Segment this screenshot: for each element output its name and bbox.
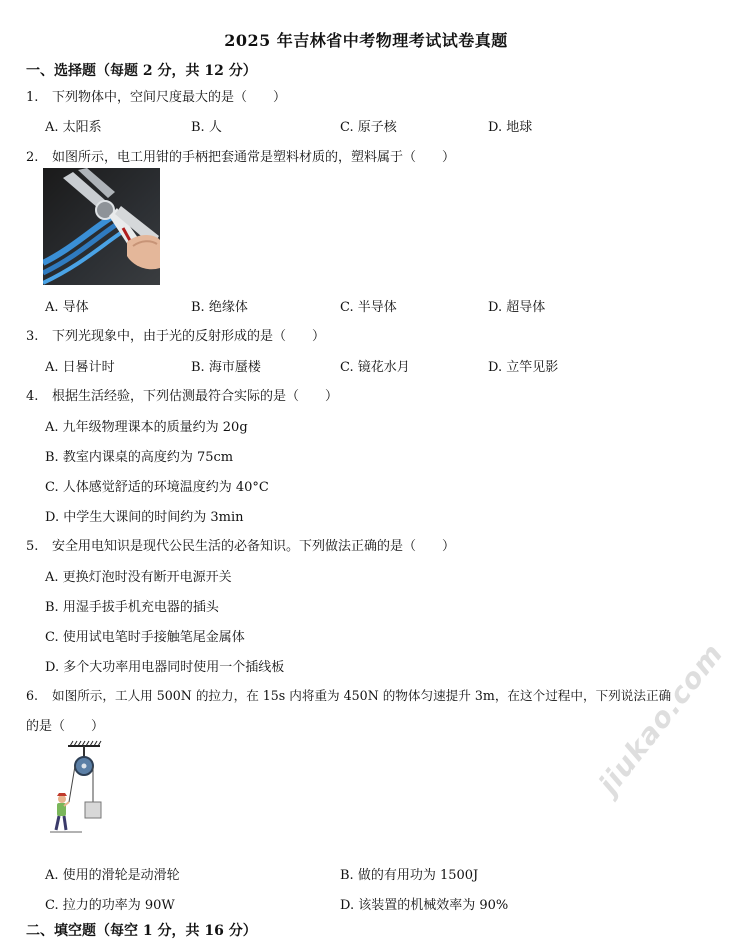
question-text: 安全用电知识是现代公民生活的必备知识。下列做法正确的是（ ） — [52, 539, 456, 554]
option-b: B. 做的有用功为 1500J — [340, 868, 479, 883]
option-d: D. 超导体 — [488, 300, 546, 315]
page-title: 2025 年吉林省中考物理考试试卷真题 — [224, 31, 508, 50]
option-a: A. 日晷计时 — [45, 360, 115, 375]
pliers-illustration — [43, 168, 160, 285]
option-c: C. 镜花水月 — [340, 360, 410, 375]
question-3 — [26, 325, 325, 344]
question-text: 下列物体中，空间尺度最大的是（ ） — [52, 90, 287, 105]
option-c: C. 原子核 — [340, 120, 397, 135]
option-c: C. 半导体 — [340, 300, 397, 315]
option-a: A. 太阳系 — [45, 120, 102, 135]
option-c: C. 使用试电笔时手接触笔尾金属体 — [45, 630, 245, 645]
question-5 — [26, 535, 455, 554]
question-text: 根据生活经验，下列估测最符合实际的是（ ） — [52, 389, 339, 404]
option-b: B. 用湿手拔手机充电器的插头 — [45, 600, 219, 615]
option-d: D. 地球 — [488, 120, 533, 135]
option-a: A. 更换灯泡时没有断开电源开关 — [45, 570, 232, 585]
question-2 — [26, 146, 455, 165]
question-number: 3. — [26, 329, 39, 344]
option-b: B. 海市蜃楼 — [191, 360, 261, 375]
question-number: 4. — [26, 389, 39, 404]
question-6 — [26, 685, 671, 704]
option-d: D. 立竿见影 — [488, 360, 559, 375]
section-heading-choice: 一、选择题（每题 2 分，共 12 分） — [26, 63, 257, 79]
option-a: A. 导体 — [45, 300, 89, 315]
question-text: 下列光现象中，由于光的反射形成的是（ ） — [52, 329, 326, 344]
option-c: C. 拉力的功率为 90W — [45, 898, 175, 913]
question-text: 如图所示，工人用 500N 的拉力，在 15s 内将重为 450N 的物体匀速提升 3m，在这个过程中，下列说法正确 — [52, 688, 672, 703]
pulley-diagram — [42, 740, 112, 850]
question-number: 5. — [26, 539, 39, 554]
option-d: D. 该装置的机械效率为 90% — [340, 898, 509, 913]
question-text: 如图所示，电工用钳的手柄把套通常是塑料材质的，塑料属于（ ） — [52, 150, 456, 165]
pliers-photo — [43, 168, 160, 285]
option-d: D. 多个大功率用电器同时使用一个插线板 — [45, 660, 285, 675]
option-c: C. 人体感觉舒适的环境温度约为 40°C — [45, 480, 269, 495]
option-a: A. 九年级物理课本的质量约为 20g — [45, 420, 248, 435]
pulley-illustration — [42, 740, 112, 850]
question-number: 6. — [26, 688, 39, 703]
option-b: B. 教室内课桌的高度约为 75cm — [45, 450, 234, 465]
option-b: B. 绝缘体 — [191, 300, 248, 315]
watermark: jiukao.com — [592, 636, 730, 801]
question-4 — [26, 385, 338, 404]
option-d: D. 中学生大课间的时间约为 3min — [45, 510, 244, 525]
question-1 — [26, 86, 286, 105]
option-a: A. 使用的滑轮是动滑轮 — [45, 868, 180, 883]
section-heading-fill: 二、填空题（每空 1 分，共 16 分） — [26, 923, 257, 939]
question-number: 1. — [26, 90, 39, 105]
question-number: 2. — [26, 150, 39, 165]
question-6-continued: 的是（ ） — [26, 719, 105, 734]
option-b: B. 人 — [191, 120, 222, 135]
